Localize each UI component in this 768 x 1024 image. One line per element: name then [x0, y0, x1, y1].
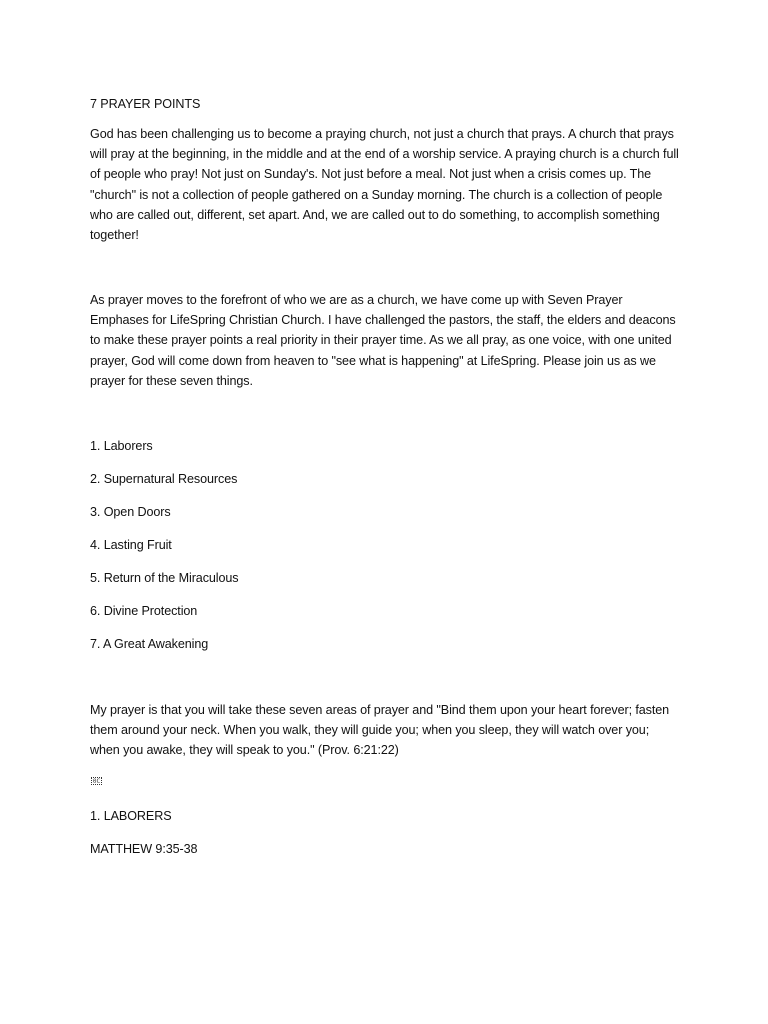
document-title: 7 PRAYER POINTS [90, 97, 201, 111]
prayer-point-2: 2. Supernatural Resources [90, 472, 238, 486]
closing-paragraph: My prayer is that you will take these seven areas of prayer and "Bind them upon your heart forever; fasten them around your neck. When you walk, they will guide you; when you sleep, they will watch over you; when you awake, they will speak to you." (Prov. 6:21:22) [90, 703, 670, 758]
scripture-reference: MATTHEW 9:35-38 [90, 842, 198, 856]
prayer-point-3: 3. Open Doors [90, 505, 171, 519]
prayer-point-5: 5. Return of the Miraculous [90, 571, 239, 585]
section-heading: 1. LABORERS [90, 809, 172, 823]
missing-glyph-icon: 0C [92, 778, 101, 785]
intro-paragraph: God has been challenging us to become a praying church, not just a church that prays. A church that prays will pray at the beginning, in the middle and at the end of a worship service. A praying church is a church full of people who pray! Not just on Sunday's. Not just before a meal. Not just when a crisis comes up. The "church" is not a collection of people gathered on a Sunday morning. The church is a collection of people who are called out, different, set apart. And, we are called out to do something, to accomplish something together! [90, 127, 679, 243]
prayer-point-7: 7. A Great Awakening [90, 637, 209, 651]
second-paragraph: As prayer moves to the forefront of who we are as a church, we have come up with Seven Prayer Emphases for LifeSpring Christian Church. I have challenged the pastors, the staff, the elders and deacons to make these prayer points a real priority in their prayer time. As we all pray, as one voice, with one united prayer, God will come down from heaven to "see what is happening" at LifeSpring. Please join us as we prayer for these seven things. [90, 293, 676, 388]
prayer-point-4: 4. Lasting Fruit [90, 538, 172, 552]
prayer-point-6: 6. Divine Protection [90, 604, 198, 618]
prayer-point-1: 1. Laborers [90, 439, 153, 453]
